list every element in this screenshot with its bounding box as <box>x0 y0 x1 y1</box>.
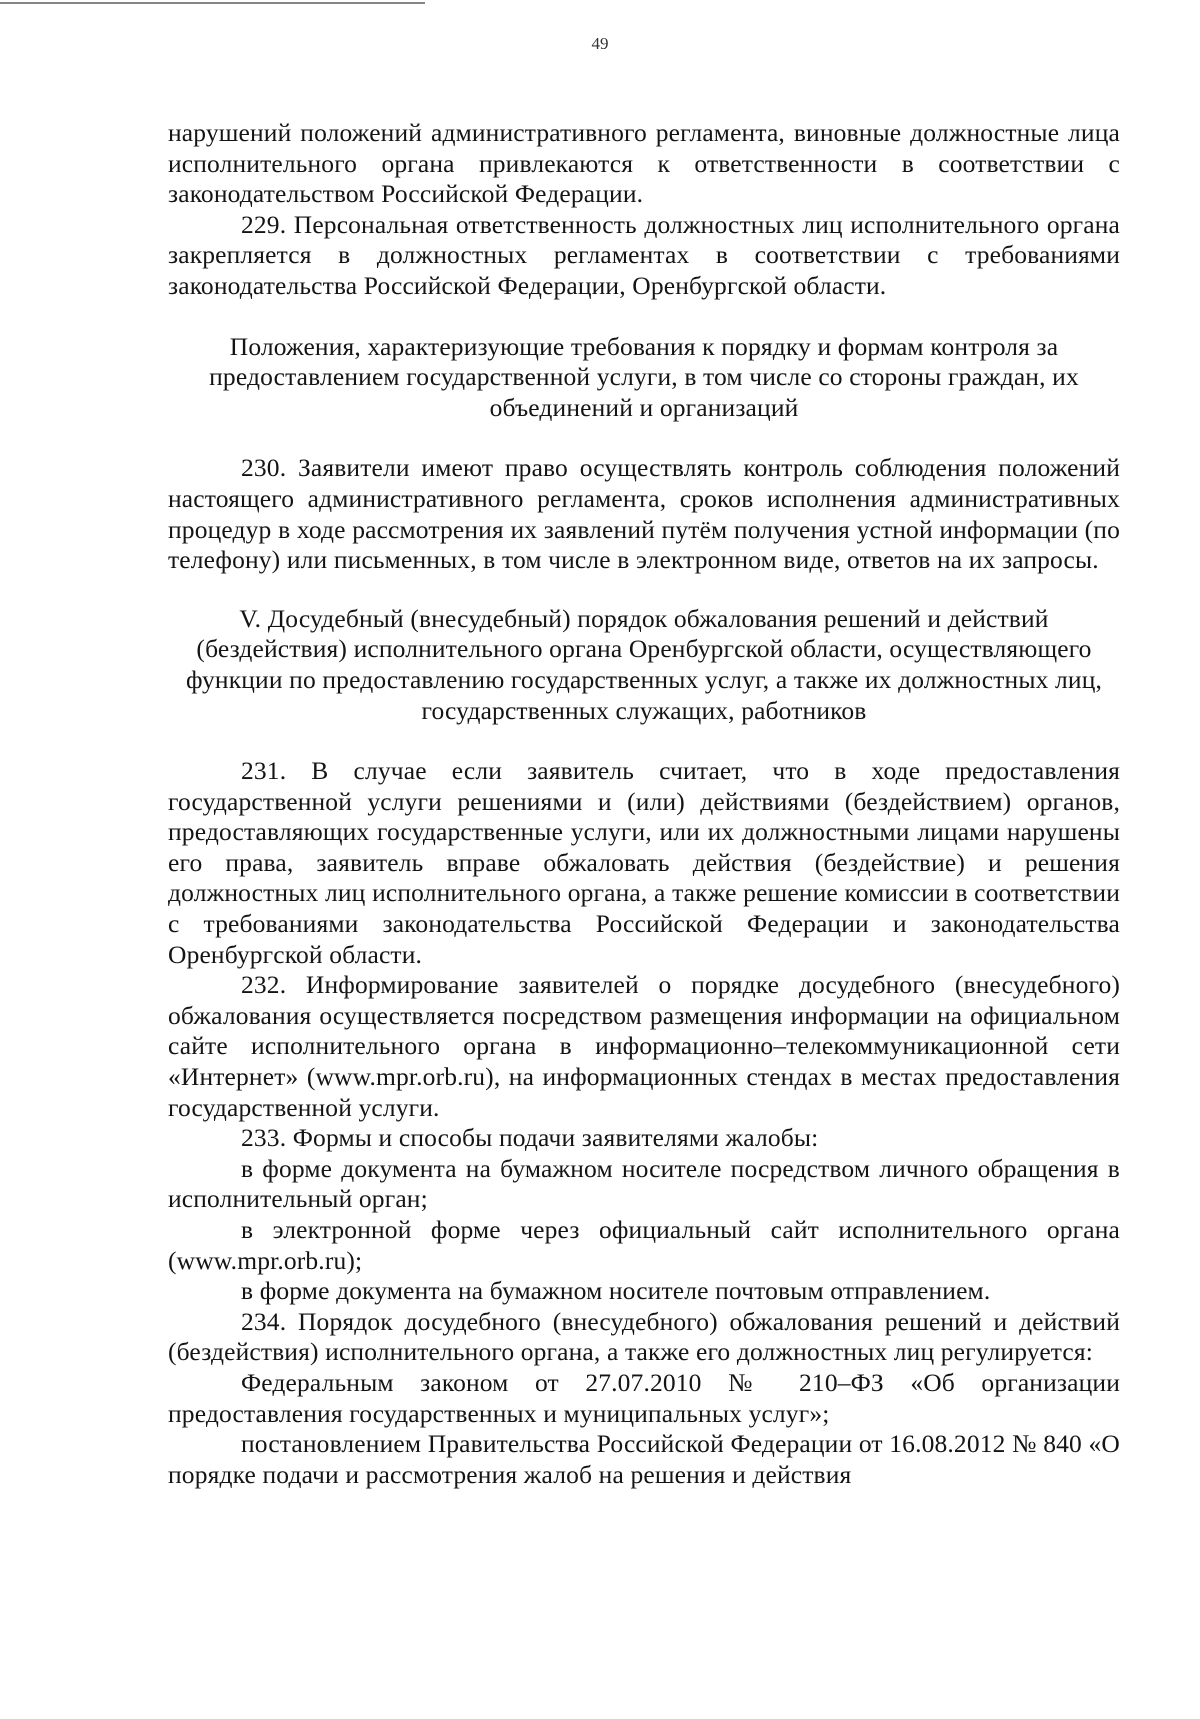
paragraph-231: 231. В случае если заявитель считает, что в ходе предоставления государственной услуги решениями и (или) действиями (бездействием) органов, предоставляющих государственные услуги, или их должностными лицами нарушены его права, заявитель вправе обжаловать действия (бездействие) и решения должностных лиц исполнительного органа, а также решение комиссии в соответствии с требованиями законодательства Российской Федерации и законодательства Оренбургской области. <box>168 756 1120 969</box>
list-item-electronic: в электронной форме через официальный сайт исполнительного органа (www.mpr.orb.ru); <box>168 1215 1120 1275</box>
list-item-paper-in-person: в форме документа на бумажном носителе посредством личного обращения в исполнительный орган; <box>168 1153 1120 1214</box>
section-heading-control: Положения, характеризующие требования к порядку и формам контроля за предоставлением государственной услуги, в том числе со стороны граждан, их объединений и организаций <box>209 331 1079 422</box>
spacer <box>168 423 1120 453</box>
spacer <box>168 726 1120 756</box>
top-rule-divider <box>0 2 425 4</box>
page-number: 49 <box>591 34 609 53</box>
paragraph-233: 233. Формы и способы подачи заявителями жалобы: <box>241 1123 819 1153</box>
paragraph-230: 230. Заявители имеют право осуществлять контроль соблюдения положений настоящего административного регламента, сроков исполнения административных процедур в ходе рассмотрения их заявлений путём получения устной информации (по телефону) или письменных, в том числе в электронном виде, ответов на их запросы. <box>168 453 1120 575</box>
paragraph-continuation: нарушений положений административного регламента, виновные должностные лица исполнительного органа привлекаются к ответственности в соответствии с законодательством Российской Федерации. <box>168 118 1120 209</box>
paragraph-229: 229. Персональная ответственность должностных лиц исполнительного органа закрепляется в должностных регламентах в соответствии с требованиями законодательства Российской Федерации, Оренбургской области. <box>168 209 1120 300</box>
list-item-government-decree: постановлением Правительства Российской Федерации от 16.08.2012 № 840 «О порядке подачи и рассмотрения жалоб на решения и действия <box>168 1429 1120 1489</box>
spacer <box>168 576 1120 604</box>
paragraph-232: 232. Информирование заявителей о порядке досудебного (внесудебного) обжалования осуществляется посредством размещения информации на официальном сайте исполнительного органа в информационно–телекоммуникационной сети «Интернет» (www.mpr.orb.ru), на информационных стендах в местах предоставления государственной услуги. <box>168 970 1120 1122</box>
list-item-postal: в форме документа на бумажном носителе почтовым отправлением. <box>241 1276 991 1306</box>
list-item-federal-law: Федеральным законом от 27.07.2010 № 210–ФЗ «Об организации предоставления государственных и муниципальных услуг»; <box>168 1367 1120 1428</box>
document-body <box>168 118 1120 1490</box>
section-heading-v: V. Досудебный (внесудебный) порядок обжалования решений и действий (бездействия) исполнительного органа Оренбургской области, осуществляющего функции по предоставлению государственных услуг, а также их должностных лиц, государственных служащих, работников <box>185 603 1103 725</box>
paragraph-234: 234. Порядок досудебного (внесудебного) обжалования решений и действий (бездействия) исполнительного органа, а также его должностных лиц регулируется: <box>168 1306 1120 1367</box>
spacer <box>168 302 1120 332</box>
